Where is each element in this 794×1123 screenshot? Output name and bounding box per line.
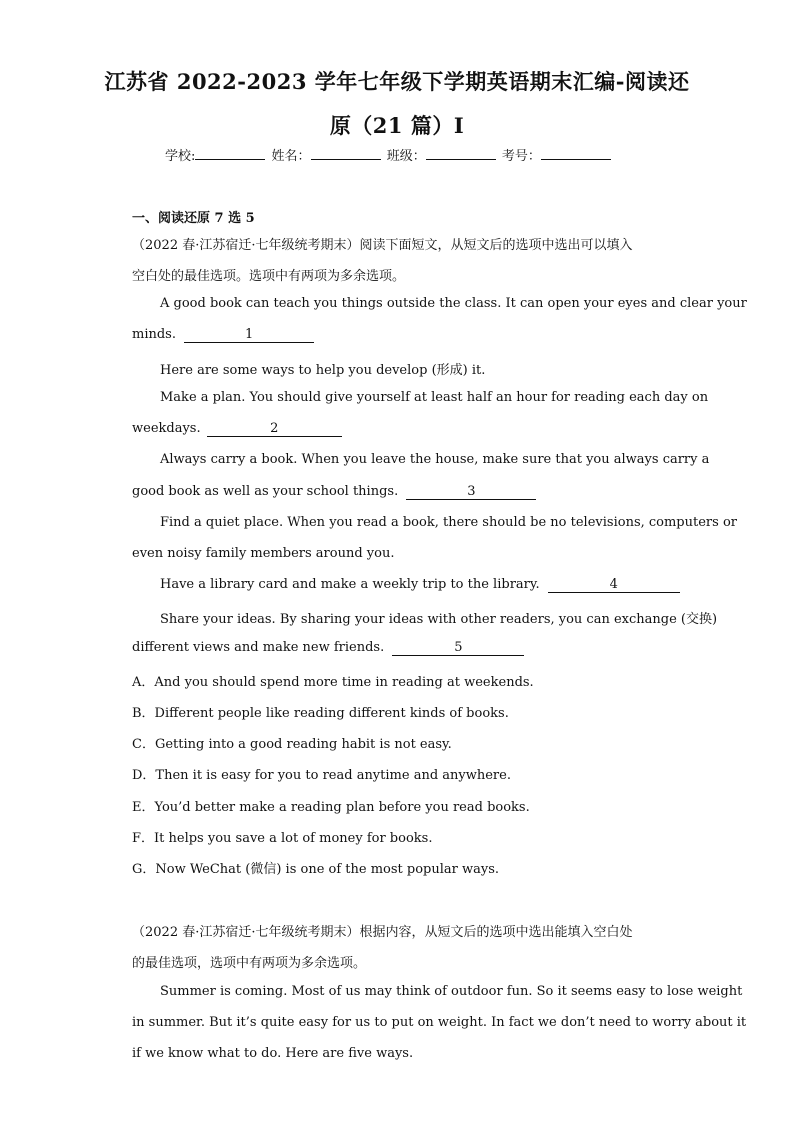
passage1-paragraph2: Here are some ways to help you develop (形成) it. bbox=[160, 363, 486, 378]
number-label: 考号： bbox=[501, 149, 541, 164]
option-g: G．Now WeChat (微信) is one of the most popular ways. bbox=[132, 862, 500, 877]
school-blank[interactable] bbox=[195, 147, 265, 160]
passage1-paragraph5: Find a quiet place. When you read a book, there should be no televisions, computers or bbox=[160, 515, 737, 530]
answer-blank-2[interactable]: 2 bbox=[207, 421, 342, 437]
answer-blank-4[interactable]: 4 bbox=[548, 577, 680, 593]
option-f: F．It helps you save a lot of money for books. bbox=[132, 831, 433, 846]
option-a: A．And you should spend more time in reading at weekends. bbox=[132, 675, 534, 690]
section-heading: 一、阅读还原 7 选 5 bbox=[132, 211, 255, 226]
passage1-paragraph7-cont bbox=[132, 640, 524, 656]
option-e: E．You’d better make a reading plan before you read books. bbox=[132, 800, 530, 815]
passage1-source: （2022 春·江苏宿迁·七年级统考期末）阅读下面短文，从短文后的选项中选出可以填入 bbox=[132, 238, 633, 253]
school-label: 学校: bbox=[165, 149, 196, 164]
passage1-paragraph7: Share your ideas. By sharing your ideas with other readers, you can exchange (交换) bbox=[160, 612, 718, 627]
paragraph-text: good book as well as your school things. bbox=[132, 484, 399, 499]
paragraph-text: minds. bbox=[132, 327, 176, 342]
option-d: D．Then it is easy for you to read anytime and anywhere. bbox=[132, 768, 511, 783]
class-blank[interactable] bbox=[426, 147, 496, 160]
number-blank[interactable] bbox=[541, 147, 611, 160]
passage1-paragraph3-cont bbox=[132, 421, 342, 437]
passage1-paragraph1-cont bbox=[132, 327, 314, 343]
option-b: B．Different people like reading different kinds of books. bbox=[132, 706, 509, 721]
answer-blank-5[interactable]: 5 bbox=[392, 640, 524, 656]
passage2-paragraph1: Summer is coming. Most of us may think of outdoor fun. So it seems easy to lose weight bbox=[160, 984, 743, 999]
passage1-paragraph3: Make a plan. You should give yourself at least half an hour for reading each day on bbox=[160, 390, 709, 405]
document-title-line1: 江苏省 2022-2023 学年七年级下学期英语期末汇编-阅读还 bbox=[104, 69, 690, 94]
paragraph-text: different views and make new friends. bbox=[132, 640, 385, 655]
document-title-line2: 原（21 篇）Ⅰ bbox=[329, 113, 465, 138]
passage2-paragraph1-cont: in summer. But it’s quite easy for us to put on weight. In fact we don’t need to worry about it bbox=[132, 1015, 747, 1030]
passage1-paragraph1: A good book can teach you things outside the class. It can open your eyes and clear your bbox=[160, 296, 747, 311]
option-c: C．Getting into a good reading habit is not easy. bbox=[132, 737, 452, 752]
passage1-source-cont: 空白处的最佳选项。选项中有两项为多余选项。 bbox=[132, 269, 406, 284]
passage1-paragraph4: Always carry a book. When you leave the house, make sure that you always carry a bbox=[160, 452, 710, 467]
paragraph-text: weekdays. bbox=[132, 421, 201, 436]
answer-blank-3[interactable]: 3 bbox=[406, 484, 536, 500]
passage1-paragraph4-cont bbox=[132, 484, 536, 500]
class-label: 班级： bbox=[386, 149, 426, 164]
student-info-row bbox=[165, 145, 613, 164]
answer-blank-1[interactable]: 1 bbox=[184, 327, 314, 343]
passage2-source-cont: 的最佳选项，选项中有两项为多余选项。 bbox=[132, 956, 367, 971]
name-label: 姓名： bbox=[271, 149, 311, 164]
passage1-paragraph6 bbox=[160, 577, 680, 593]
passage1-paragraph5-cont: even noisy family members around you. bbox=[132, 546, 395, 561]
name-blank[interactable] bbox=[311, 147, 381, 160]
passage2-source: （2022 春·江苏宿迁·七年级统考期末）根据内容，从短文后的选项中选出能填入空白处 bbox=[132, 925, 633, 940]
passage2-paragraph1-cont2: if we know what to do. Here are five ways. bbox=[132, 1046, 414, 1061]
paragraph-text: Have a library card and make a weekly trip to the library. bbox=[160, 577, 540, 592]
